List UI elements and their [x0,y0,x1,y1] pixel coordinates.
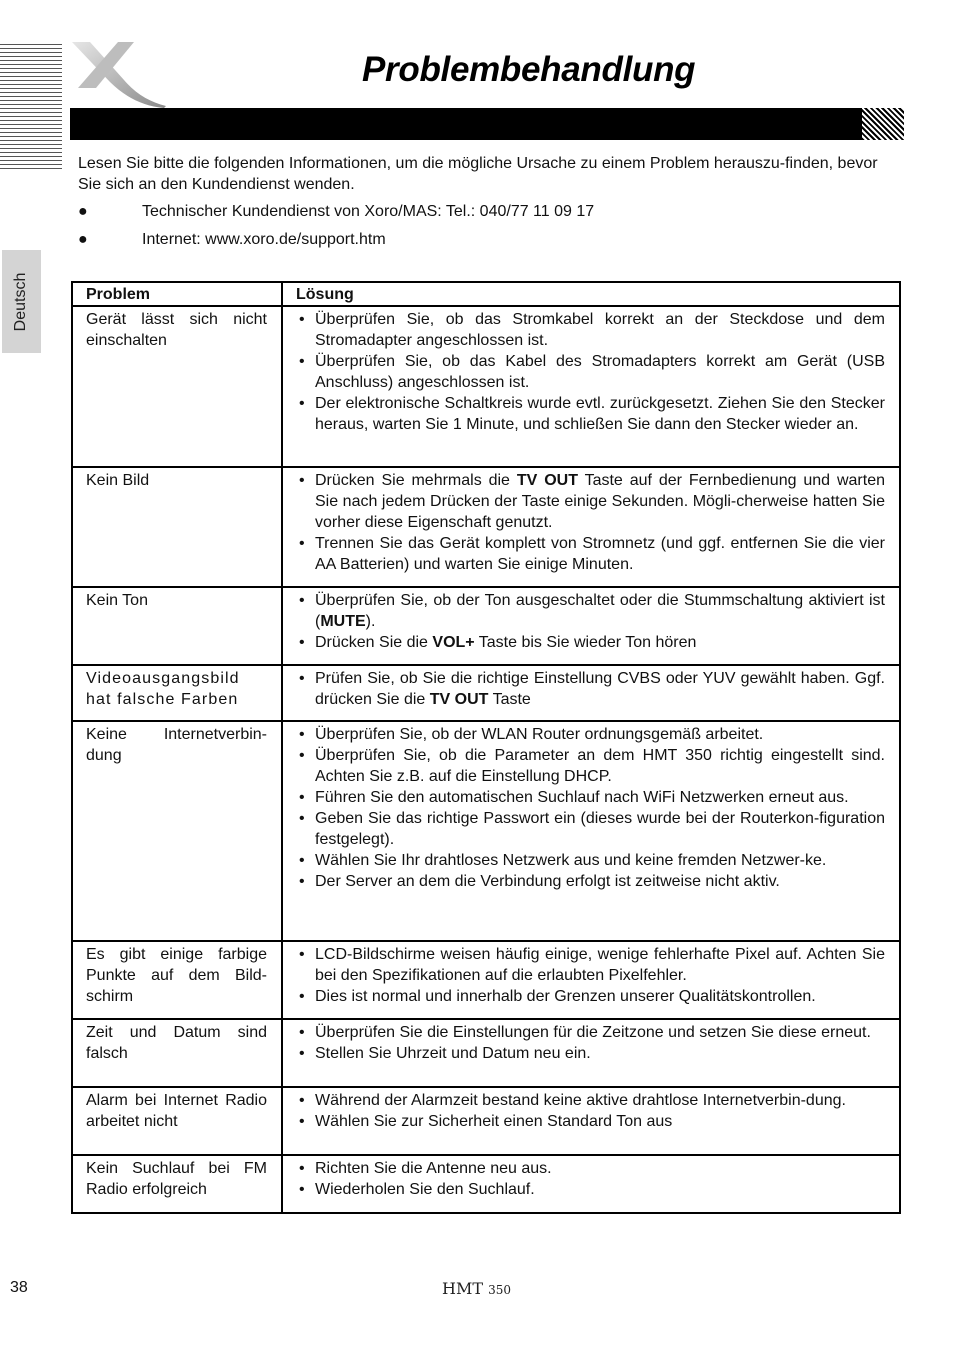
table-row [72,941,900,1019]
table-row [72,721,900,941]
header-stripe-decoration [0,44,62,172]
table-row [72,306,900,467]
contact-website-text: Internet: www.xoro.de/support.htm [142,231,386,248]
solution-item: • Der Server an dem die Verbindung erfolgt ist zeitweise nicht aktiv. [296,871,885,892]
model-number: 350 [488,1283,512,1297]
solution-item: • Richten Sie die Antenne neu aus. [296,1158,885,1179]
solution-list [296,1158,885,1200]
solution-list [296,590,885,653]
language-tab-label: Deutsch [12,272,29,332]
solution-cell [282,721,900,941]
solution-item: • Überprüfen Sie, ob der WLAN Router ordnungsgemäß arbeitet. [296,724,885,745]
solution-item: • Drücken Sie die VOL+ Taste bis Sie wieder Ton hören [296,632,885,653]
title-bar-pattern [862,108,904,140]
solution-item: • Überprüfen Sie, ob das Stromkabel korrekt an der Steckdose und dem Stromadapter angeschlossen ist. [296,309,885,351]
table-row [72,1019,900,1087]
solution-cell [282,467,900,587]
solution-item: • Drücken Sie mehrmals die TV OUT Taste auf der Fernbedienung und warten Sie nach jedem Drücken der Taste einige Sekunden. Mögli-cherweise hatten Sie vorher diese Eigenschaft genutzt. [296,470,885,533]
solution-item: • LCD-Bildschirme weisen häufig einige, wenige fehlerhafte Pixel auf. Achten Sie bei den Spezifikationen auf die erlaubten Pixelfehler. [296,944,885,986]
language-tab [2,250,41,353]
solution-cell [282,1155,900,1213]
intro-paragraph: Lesen Sie bitte die folgenden Informationen, um die mögliche Ursache zu einem Problem herauszu-finden, bevor Sie sich an den Kundendienst wenden. [78,155,878,193]
problem-cell: Keine Internetverbin-dung [72,721,282,941]
model-name [442,1279,511,1298]
page-title: Problembehandlung [362,50,696,89]
table-row [72,665,900,721]
solution-item: • Wiederholen Sie den Suchlauf. [296,1179,885,1200]
problem-cell: Gerät lässt sich nicht einschalten [72,306,282,467]
problem-cell: Alarm bei Internet Radio arbeitet nicht [72,1087,282,1155]
bullet-icon: ● [78,203,88,220]
contact-phone-text: Technischer Kundendienst von Xoro/MAS: Tel.: 040/77 11 09 17 [142,203,595,220]
bullet-icon: ● [78,231,88,248]
table-row [72,1155,900,1213]
solution-cell [282,1019,900,1087]
problem-cell: Kein Bild [72,467,282,587]
solution-cell [282,306,900,467]
solution-list [296,309,885,435]
problem-cell: Videoausgangsbild hat falsche Farben [72,665,282,721]
problem-cell: Es gibt einige farbige Punkte auf dem Bild-schirm [72,941,282,1019]
solution-item: • Führen Sie den automatischen Suchlauf nach WiFi Netzwerken erneut aus. [296,787,885,808]
title-bar [70,108,864,140]
solution-item: • Wählen Sie Ihr drahtloses Netzwerk aus und keine fremden Netzwer-ke. [296,850,885,871]
troubleshooting-table [71,281,901,1214]
solution-item: • Überprüfen Sie, ob der Ton ausgeschaltet oder die Stummschaltung aktiviert ist (MUTE). [296,590,885,632]
solution-item: • Prüfen Sie, ob Sie die richtige Einstellung CVBS oder YUV gewählt haben. Ggf. drücken Sie die TV OUT Taste [296,668,885,710]
model-name-text: HMT [442,1279,484,1298]
solution-list [296,944,885,1007]
solution-item: • Überprüfen Sie, ob das Kabel des Stromadapters korrekt am Gerät (USB Anschluss) angeschlossen ist. [296,351,885,393]
problem-cell: Kein Suchlauf bei FM Radio erfolgreich [72,1155,282,1213]
solution-list [296,470,885,575]
page-number: 38 [10,1279,28,1296]
solution-cell [282,665,900,721]
problem-cell: Kein Ton [72,587,282,665]
header-solution: Lösung [282,282,900,306]
table-row [72,1087,900,1155]
xoro-logo [66,38,170,110]
solution-item: • Geben Sie das richtige Passwort ein (dieses wurde bei der Routerkon-figuration festgelegt). [296,808,885,850]
solution-item: • Während der Alarmzeit bestand keine aktive drahtlose Internetverbin-dung. [296,1090,885,1111]
solution-cell [282,941,900,1019]
header-problem: Problem [72,282,282,306]
solution-list [296,668,885,710]
problem-cell: Zeit und Datum sind falsch [72,1019,282,1087]
solution-item: • Stellen Sie Uhrzeit und Datum neu ein. [296,1043,885,1064]
solution-item: • Überprüfen Sie, ob die Parameter an dem HMT 350 richtig eingestellt sind. Achten Sie z.B. auf die Einstellung DHCP. [296,745,885,787]
table-row [72,467,900,587]
solution-item: • Trennen Sie das Gerät komplett von Stromnetz (und ggf. entfernen Sie die vier AA Batterien) und warten Sie einige Minuten. [296,533,885,575]
solution-cell [282,1087,900,1155]
table-header-row [72,282,900,306]
solution-item: • Der elektronische Schaltkreis wurde evtl. zurückgesetzt. Ziehen Sie den Stecker heraus, warten Sie 1 Minute, und schließen Sie dann den Stecker wieder an. [296,393,885,435]
solution-cell [282,587,900,665]
table-row [72,587,900,665]
solution-item: • Wählen Sie zur Sicherheit einen Standard Ton aus [296,1111,885,1132]
solution-list [296,1090,885,1132]
solution-list [296,1022,885,1064]
solution-item: • Dies ist normal und innerhalb der Grenzen unserer Qualitätskontrollen. [296,986,885,1007]
solution-list [296,724,885,892]
solution-item: • Überprüfen Sie die Einstellungen für die Zeitzone und setzen Sie diese erneut. [296,1022,885,1043]
